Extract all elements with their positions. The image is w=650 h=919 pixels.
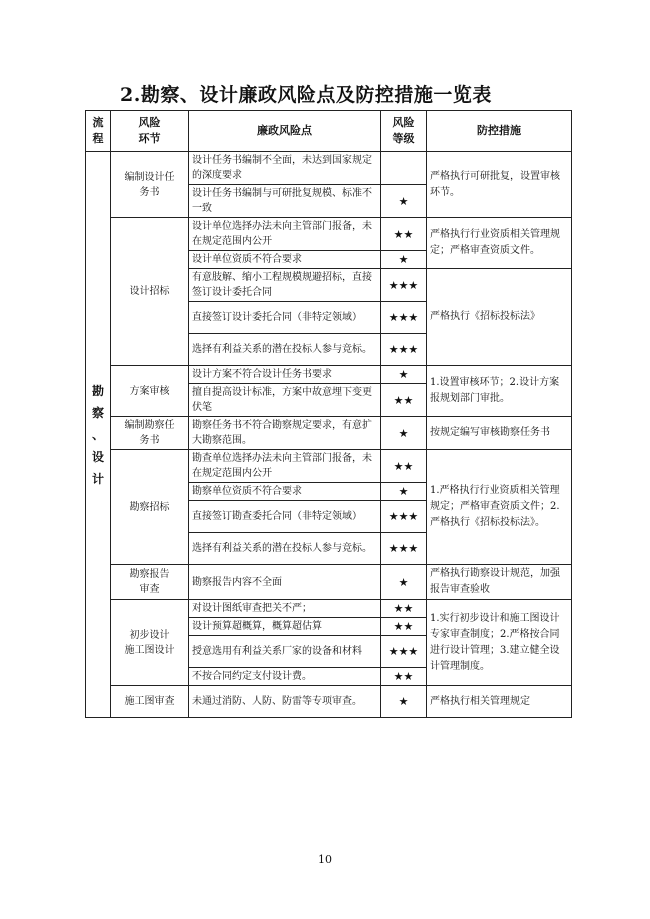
measures-cell: 1.严格执行行业资质相关管理规定；严格审查资质文件；2.严格执行《招标投标法》。 [427,450,572,565]
table-row [86,450,572,483]
risk-point: 直接签订设计委托合同（非特定领域） [189,302,381,334]
risk-level [381,152,427,185]
measures-cell: 严格执行相关管理规定 [427,686,572,718]
link-cell: 初步设计 施工图设计 [111,600,189,686]
risk-point: 设计单位资质不符合要求 [189,251,381,269]
measures-cell: 严格执行可研批复，设置审核环节。 [427,152,572,218]
measures-cell: 严格执行《招标投标法》 [427,269,572,366]
risk-point: 设计方案不符合设计任务书要求 [189,366,381,384]
header-points: 廉政风险点 [189,111,381,152]
page-title: 2.勘察、设计廉政风险点及防控措施一览表 [120,84,492,106]
risk-point: 勘察任务书不符合勘察规定要求，有意扩大勘察范围。 [189,417,381,450]
risk-point: 勘查单位选择办法未向主管部门报备，未在规定范围内公开 [189,450,381,483]
table-row [86,366,572,384]
risk-level: ★★★ [381,533,427,565]
table-row [86,565,572,600]
link-cell: 方案审核 [111,366,189,417]
risk-point: 勘察单位资质不符合要求 [189,483,381,501]
header-measures: 防控措施 [427,111,572,152]
risk-level: ★★★ [381,269,427,302]
risk-point: 选择有利益关系的潜在投标人参与竞标。 [189,533,381,565]
risk-table [85,110,572,718]
risk-level: ★★ [381,618,427,636]
risk-point: 勘察报告内容不全面 [189,565,381,600]
risk-point: 设计单位选择办法未向主管部门报备，未在规定范围内公开 [189,218,381,251]
risk-point: 有意肢解、缩小工程规模规避招标，直接签订设计委托合同 [189,269,381,302]
risk-level: ★★★ [381,501,427,533]
header-process: 流 程 [86,111,111,152]
risk-level: ★★★ [381,334,427,366]
risk-level: ★★ [381,600,427,618]
risk-point: 未通过消防、人防、防雷等专项审查。 [189,686,381,718]
risk-point: 直接签订勘查委托合同（非特定领域） [189,501,381,533]
risk-level: ★ [381,483,427,501]
risk-point: 设计任务书编制与可研批复规模、标准不一致 [189,185,381,218]
link-cell: 勘察报告 审查 [111,565,189,600]
measures-cell: 1.实行初步设计和施工图设计专家审查制度；2.严格按合同进行设计管理；3.建立健全设计管理制度。 [427,600,572,686]
risk-level: ★★★ [381,636,427,668]
link-cell: 编制勘察任 务书 [111,417,189,450]
risk-point: 设计预算超概算，概算超估算 [189,618,381,636]
risk-level: ★ [381,686,427,718]
risk-point: 对设计图纸审查把关不严； [189,600,381,618]
risk-level: ★ [381,565,427,600]
risk-level: ★★ [381,450,427,483]
measures-cell: 1.设置审核环节；2.设计方案报规划部门审批。 [427,366,572,417]
risk-level: ★ [381,185,427,218]
measures-cell: 按规定编写审核勘察任务书 [427,417,572,450]
table-row [86,600,572,618]
header-row [86,111,572,152]
risk-point: 擅自提高设计标准，方案中故意埋下变更伏笔 [189,384,381,417]
risk-point: 设计任务书编制不全面，未达到国家规定的深度要求 [189,152,381,185]
link-cell: 勘察招标 [111,450,189,565]
table-row [86,218,572,251]
risk-point: 授意选用有利益关系厂家的设备和材料 [189,636,381,668]
risk-point: 选择有利益关系的潜在投标人参与竞标。 [189,334,381,366]
risk-level: ★★ [381,218,427,251]
table-row [86,686,572,718]
link-cell: 施工图审查 [111,686,189,718]
risk-level: ★ [381,366,427,384]
risk-level: ★ [381,251,427,269]
risk-level: ★★ [381,668,427,686]
header-link: 风险 环节 [111,111,189,152]
risk-level: ★★ [381,384,427,417]
measures-cell: 严格执行行业资质相关管理规定；严格审查资质文件。 [427,218,572,269]
table-row [86,152,572,185]
process-cell: 勘 察 、 设 计 [86,152,111,718]
table-row [86,417,572,450]
page-number: 10 [318,853,332,866]
risk-level: ★ [381,417,427,450]
risk-point: 不按合同约定支付设计费。 [189,668,381,686]
link-cell: 编制设计任 务书 [111,152,189,218]
header-level: 风险 等级 [381,111,427,152]
measures-cell: 严格执行勘察设计规范，加强报告审查验收 [427,565,572,600]
link-cell: 设计招标 [111,218,189,366]
risk-level: ★★★ [381,302,427,334]
